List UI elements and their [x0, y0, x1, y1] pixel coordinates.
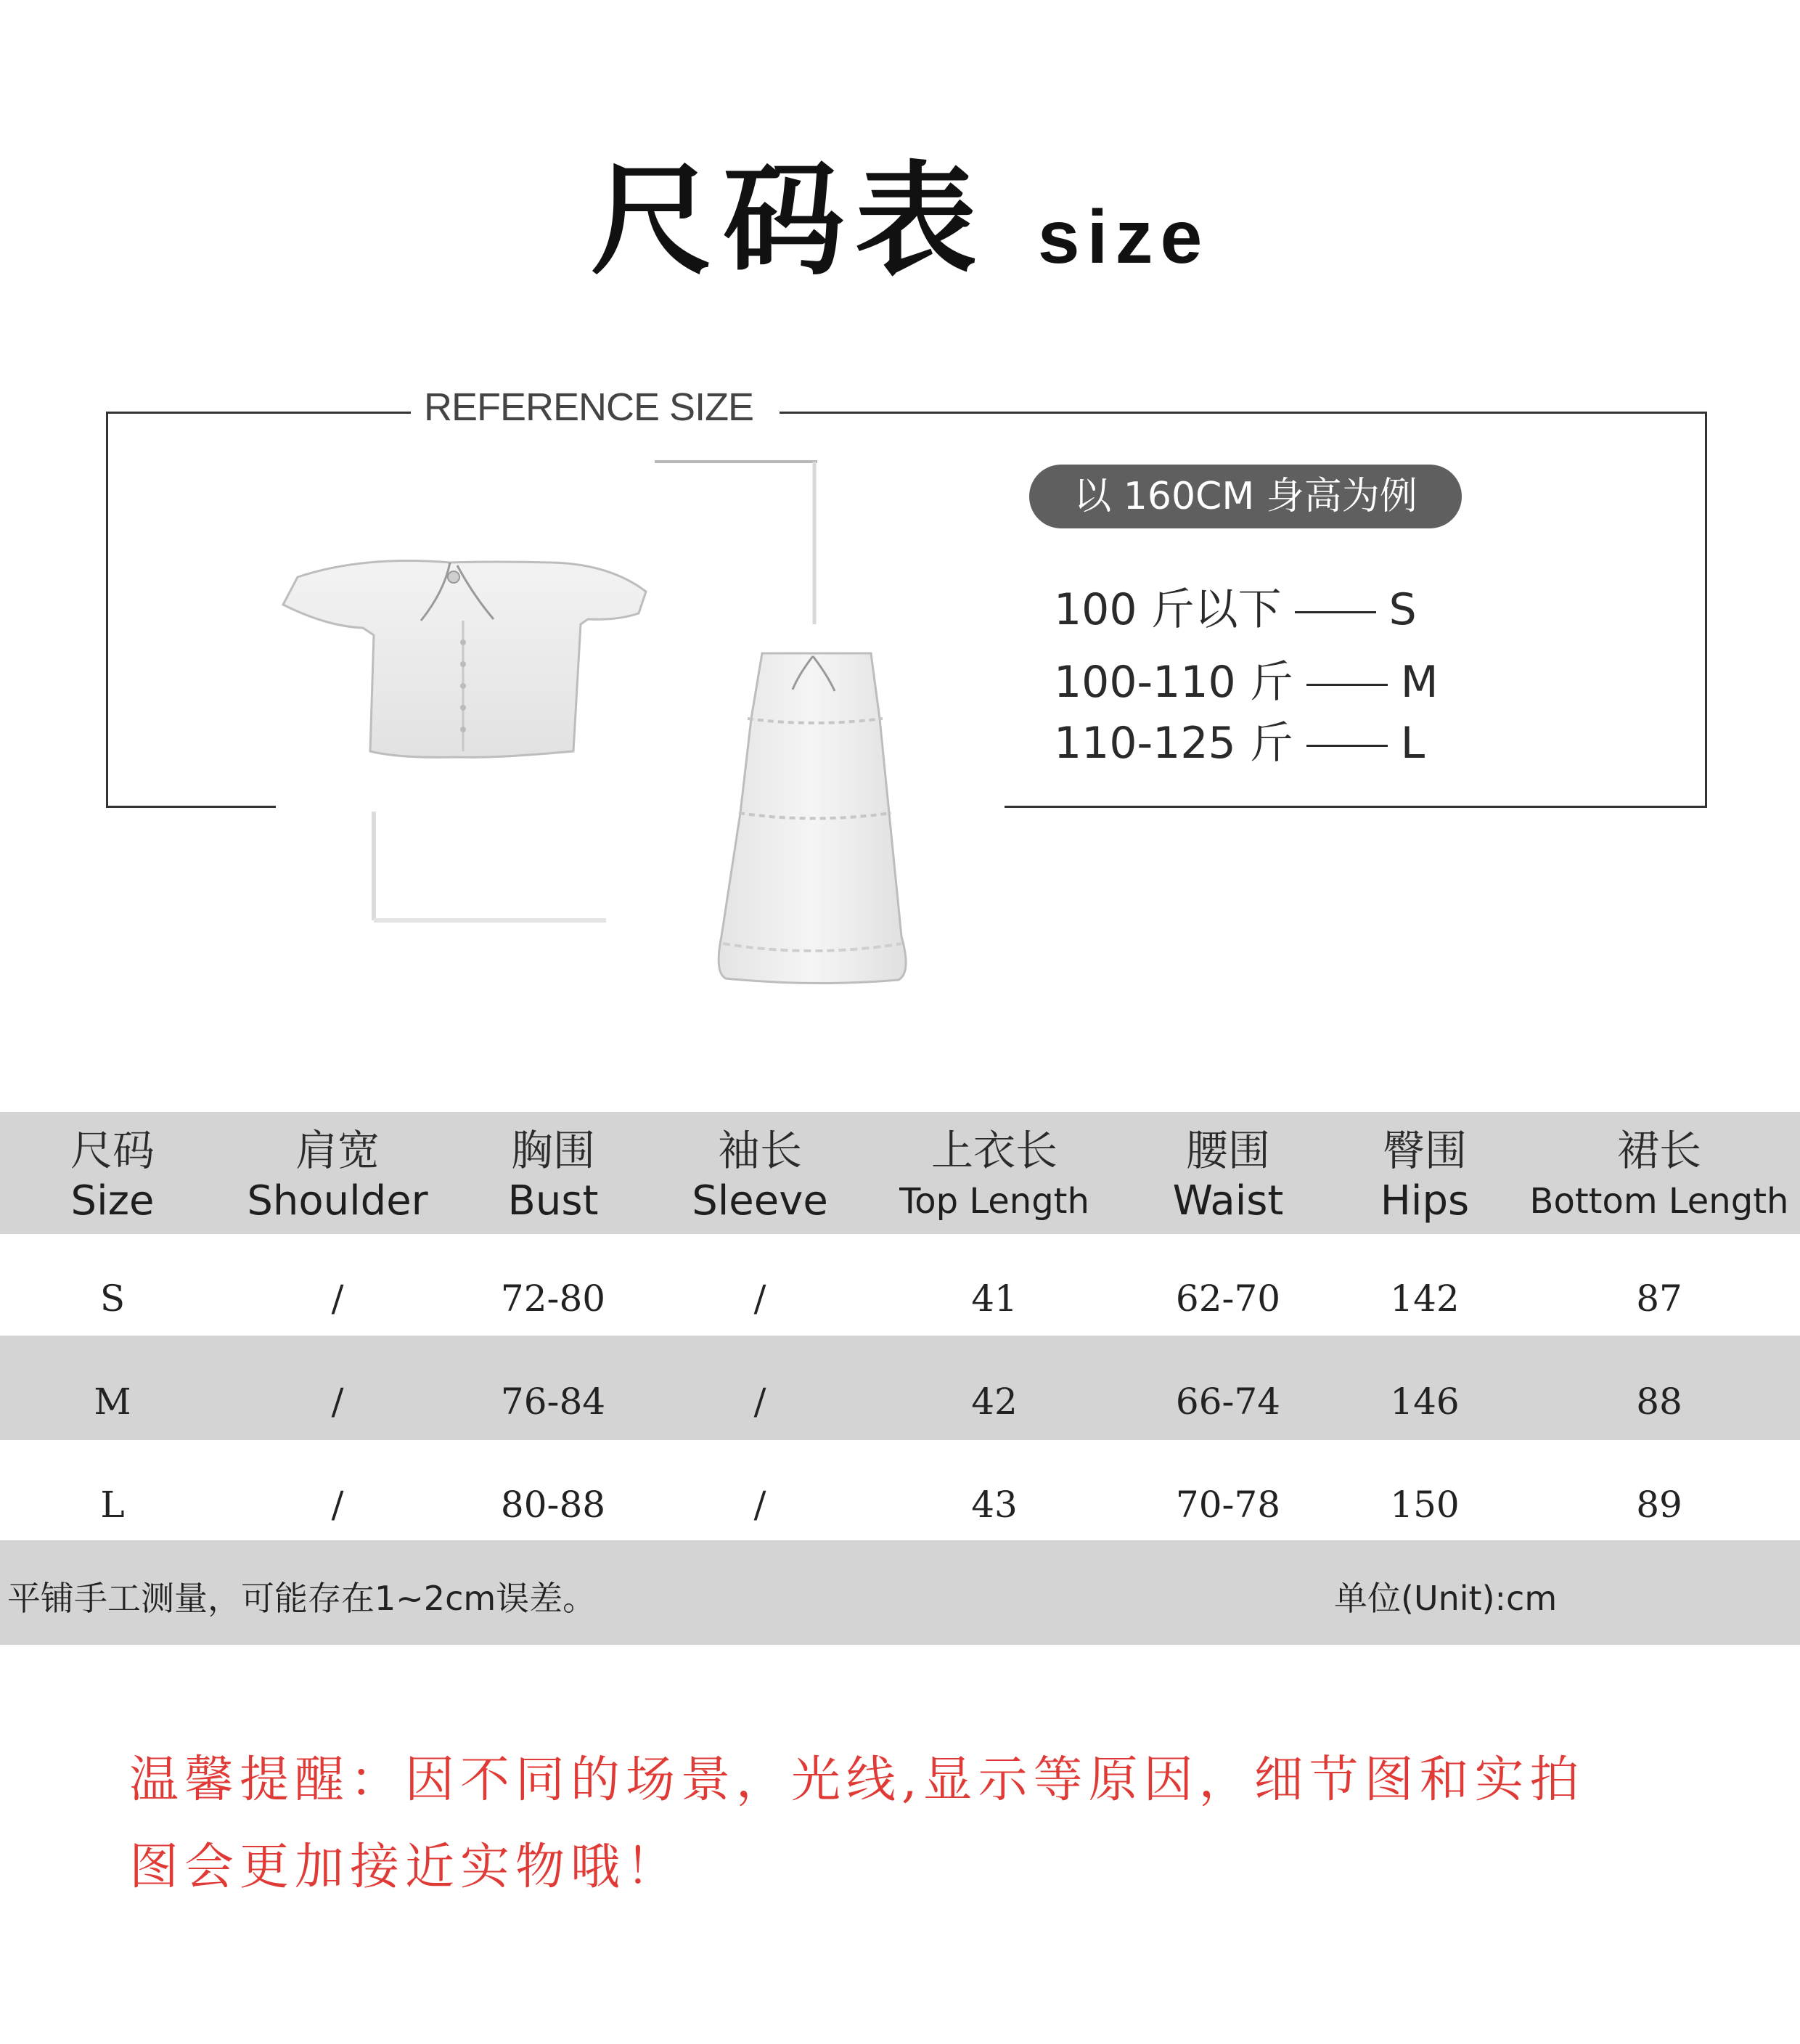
table-cell: 87	[1636, 1278, 1682, 1320]
size-rule-range: 100 斤以下	[1054, 584, 1282, 635]
reference-height-pill: 以 160CM 身高为例	[1029, 465, 1462, 528]
header-cn-label: 腰围	[1185, 1126, 1270, 1175]
reminder-line-1: 温馨提醒：因不同的场景，光线,显示等原因，细节图和实拍	[129, 1751, 1585, 1809]
header-en-label: Bust	[507, 1177, 599, 1225]
header-cn-label: 袖长	[717, 1126, 802, 1175]
unit-label: 单位(Unit):cm	[1334, 1579, 1558, 1618]
table-cell: /	[753, 1278, 766, 1320]
frame-corner-mark-lower	[367, 812, 613, 928]
table-row-gap	[0, 1234, 1800, 1240]
header-cn-label: 尺码	[70, 1126, 155, 1175]
frame-corner-mark	[653, 457, 827, 639]
table-cell: 66-74	[1175, 1381, 1281, 1423]
header-en-label: Size	[70, 1177, 155, 1225]
table-cell: 70-78	[1175, 1484, 1281, 1526]
size-rule-row	[1054, 708, 1425, 771]
skirt-garment-image	[711, 646, 915, 994]
table-cell: 80-88	[500, 1484, 606, 1526]
header-en-label: Waist	[1172, 1177, 1284, 1225]
size-rule-range: 110-125 斤	[1054, 718, 1293, 769]
table-header-cell	[0, 1125, 229, 1227]
table-cell: /	[331, 1278, 344, 1320]
frame-top-right	[780, 412, 1707, 414]
table-header-cell	[1309, 1125, 1541, 1227]
frame-left	[106, 412, 108, 808]
page-title	[0, 123, 1800, 298]
top-garment-image	[276, 534, 653, 766]
reminder-line-2: 图会更加接近实物哦！	[129, 1839, 682, 1896]
header-en-label: Top Length	[899, 1181, 1089, 1222]
title-cn: 尺码表	[590, 148, 987, 292]
size-rule-row	[1054, 647, 1439, 710]
header-en-label: Bottom Length	[1529, 1181, 1789, 1222]
table-cell: 42	[971, 1381, 1018, 1423]
header-cn-label: 臀围	[1382, 1126, 1467, 1175]
reference-size-label: REFERENCE SIZE	[411, 385, 766, 430]
frame-bottom-right	[1005, 806, 1707, 808]
title-en: size	[1037, 195, 1210, 279]
table-cell: /	[753, 1484, 766, 1526]
header-cn-label: 肩宽	[295, 1126, 380, 1175]
table-cell: 72-80	[500, 1278, 606, 1320]
measurement-note: 平铺手工测量，可能存在1~2cm误差。	[7, 1579, 597, 1618]
size-rule-size: M	[1400, 657, 1439, 708]
table-header-cell	[644, 1125, 876, 1227]
table-cell: 146	[1390, 1381, 1460, 1423]
header-en-label: Hips	[1380, 1177, 1470, 1225]
header-cn-label: 上衣长	[930, 1126, 1058, 1175]
table-cell: 142	[1390, 1278, 1460, 1320]
header-en-label: Sleeve	[692, 1177, 828, 1225]
size-rule-range: 100-110 斤	[1054, 657, 1293, 708]
table-cell: 62-70	[1175, 1278, 1281, 1320]
table-header-cell	[437, 1125, 669, 1227]
table-cell: S	[99, 1278, 126, 1320]
table-header-cell	[1507, 1125, 1800, 1227]
frame-bottom-left	[106, 806, 276, 808]
table-cell: M	[94, 1381, 131, 1423]
table-cell: 88	[1636, 1381, 1682, 1423]
size-rule-size: S	[1388, 584, 1417, 635]
frame-top-left	[106, 412, 411, 414]
table-cell: L	[100, 1484, 125, 1526]
frame-right	[1705, 412, 1707, 808]
size-rule-row	[1054, 575, 1417, 637]
table-cell: /	[331, 1484, 344, 1526]
header-cn-label: 胸围	[510, 1126, 595, 1175]
dash-line	[1295, 611, 1376, 613]
header-cn-label: 裙长	[1616, 1126, 1701, 1175]
table-cell: /	[331, 1381, 344, 1423]
table-cell: 41	[971, 1278, 1018, 1320]
table-header-cell	[221, 1125, 454, 1227]
dash-line	[1306, 684, 1388, 686]
table-cell: 76-84	[500, 1381, 606, 1423]
table-cell: 150	[1390, 1484, 1460, 1526]
header-en-label: Shoulder	[247, 1177, 428, 1225]
table-cell: /	[753, 1381, 766, 1423]
table-cell: 89	[1636, 1484, 1682, 1526]
dash-line	[1306, 745, 1388, 747]
size-rule-size: L	[1400, 718, 1425, 769]
table-header-cell	[878, 1125, 1110, 1227]
table-cell: 43	[971, 1484, 1018, 1526]
